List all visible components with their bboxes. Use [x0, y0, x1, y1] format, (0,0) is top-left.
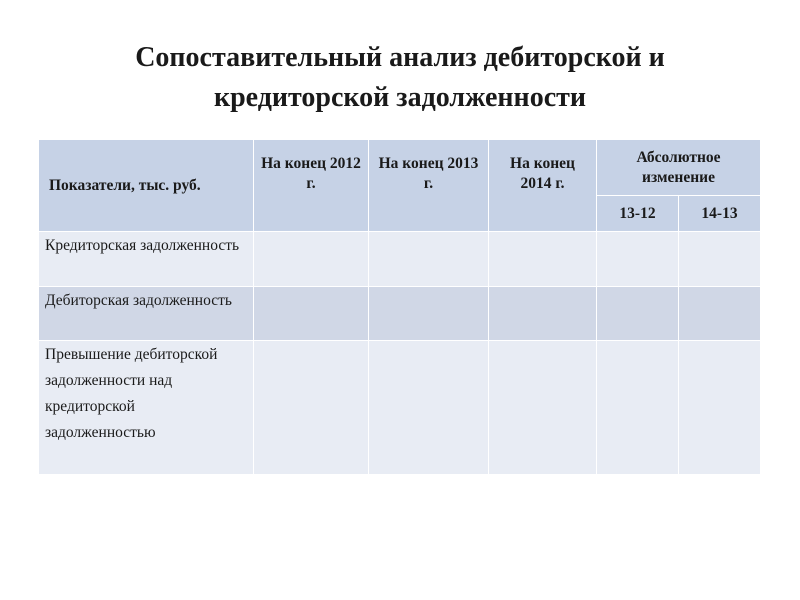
- row-label: Превышение дебиторской задолженности над кредиторской задолженностью: [39, 341, 254, 475]
- header-change-14-13: 14-13: [679, 196, 761, 232]
- header-absolute-change: Абсолютное изменение: [597, 140, 761, 196]
- page-title: [0, 38, 800, 118]
- row-label: Дебиторская задолженность: [39, 287, 254, 341]
- table-row-excess: [39, 341, 761, 475]
- cell-change-14-13: [679, 341, 761, 475]
- header-end-2013: На конец 2013 г.: [369, 140, 489, 232]
- cell-change-14-13: [679, 232, 761, 287]
- cell-2012: [254, 341, 369, 475]
- header-end-2012: На конец 2012 г.: [254, 140, 369, 232]
- cell-2014: [489, 232, 597, 287]
- cell-2014: [489, 287, 597, 341]
- cell-2012: [254, 232, 369, 287]
- cell-change-14-13: [679, 287, 761, 341]
- table-row-receivables: [39, 287, 761, 341]
- table-row-payables: [39, 232, 761, 287]
- cell-2013: [369, 341, 489, 475]
- header-end-2014: На конец 2014 г.: [489, 140, 597, 232]
- cell-change-13-12: [597, 287, 679, 341]
- cell-2013: [369, 232, 489, 287]
- cell-change-13-12: [597, 232, 679, 287]
- row-label: Кредиторская задолженность: [39, 232, 254, 287]
- page-title-line-1: Сопоставительный анализ дебиторской и: [135, 42, 665, 73]
- cell-2014: [489, 341, 597, 475]
- cell-2013: [369, 287, 489, 341]
- header-indicator: Показатели, тыс. руб.: [39, 140, 254, 232]
- page-title-line-2: кредиторской задолженности: [213, 82, 587, 113]
- cell-change-13-12: [597, 341, 679, 475]
- header-change-13-12: 13-12: [597, 196, 679, 232]
- cell-2012: [254, 287, 369, 341]
- receivables-payables-table: [38, 139, 761, 475]
